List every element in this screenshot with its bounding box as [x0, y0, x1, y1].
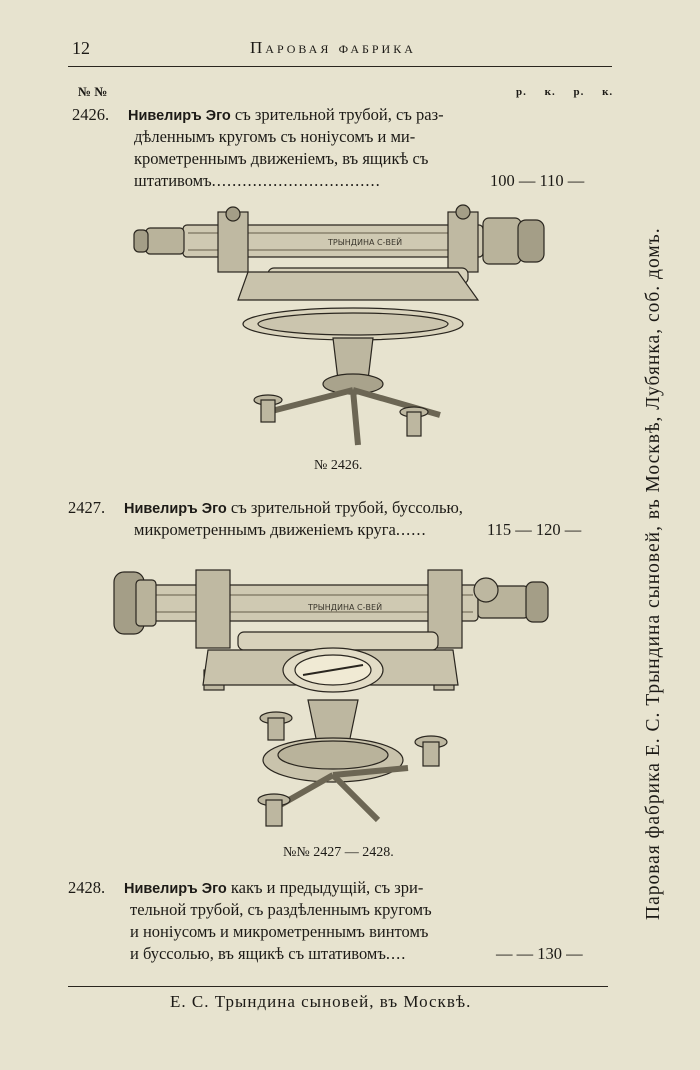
entry-text: съ зрительной трубой, съ раз- [234, 105, 444, 124]
entry-text: штативомъ [134, 171, 212, 190]
entry-text: микрометреннымъ движенiемъ круга [134, 520, 396, 539]
entry-price: 115 — 120 — [487, 520, 582, 539]
price-column-label: р. к. р. к. [516, 86, 614, 98]
catalog-entry [68, 497, 608, 543]
engraving-text: ТРЫНДИНА С-ВЕЙ [328, 238, 403, 247]
entry-number: 2426. [72, 105, 110, 124]
entry-name: Нивелиръ Эго [124, 881, 227, 897]
entry-text: какъ и предыдущiй, съ зри- [230, 878, 424, 897]
level-instrument-with-compass-illustration [108, 550, 578, 842]
figure-caption: №№ 2427 — 2428. [283, 845, 394, 860]
entry-number: 2427. [68, 498, 106, 517]
leader-dots: .... [385, 944, 407, 963]
entry-name: Нивелиръ Эго [124, 501, 227, 517]
entry-text: и нонiусомъ и микрометреннымъ винтомъ [130, 922, 429, 941]
entry-text: дѣленнымъ кругомъ съ нонiусомъ и ми- [134, 127, 416, 146]
number-column-label: № № [78, 84, 108, 99]
page-header-title: Паровая фабрика [250, 38, 416, 57]
entry-number: 2428. [68, 878, 106, 897]
page-number: 12 [72, 38, 90, 58]
entry-name: Нивелиръ Эго [128, 108, 231, 124]
level-instrument-illustration [128, 200, 553, 462]
entry-price: 100 — 110 — [490, 171, 585, 190]
entry-price: — — 130 — [496, 944, 583, 963]
page-footer: Е. С. Трындина сыновей, въ Москвѣ. [170, 992, 472, 1011]
entry-text: и буссолью, въ ящикѣ съ штативомъ [130, 944, 386, 963]
catalog-entry [72, 104, 612, 194]
catalog-entry [68, 877, 608, 967]
footer-rule [68, 986, 608, 987]
entry-text: тельной трубой, съ раздѣленнымъ кругомъ [130, 900, 432, 919]
side-imprint: Паровая фабрика Е. С. Трындина сыновей, въ Москвѣ, Лубянка, соб. домъ. [643, 227, 664, 920]
entry-text: съ зрительной трубой, буссолью, [230, 498, 463, 517]
engraving-text: ТРЫНДИНА С-ВЕЙ [308, 603, 383, 612]
entry-text: крометреннымъ движенiемъ, въ ящикѣ съ [134, 149, 429, 168]
leader-dots: ................................. [211, 171, 381, 190]
figure-caption: № 2426. [314, 458, 363, 473]
header-rule [68, 66, 612, 67]
leader-dots: ...... [395, 520, 427, 539]
